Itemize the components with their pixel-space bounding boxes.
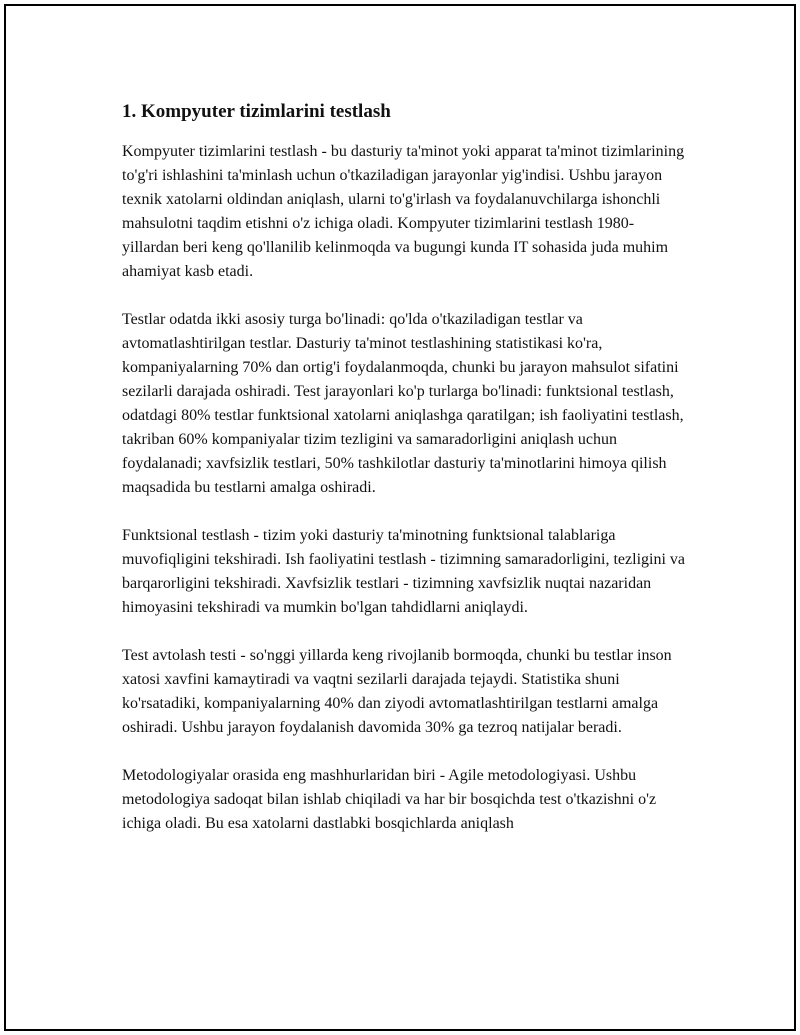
paragraph-test-types: Testlar odatda ikki asosiy turga bo'linadi: qo'lda o'tkaziladigan testlar va avtomatlashtirilgan testlar. Dasturiy ta'minot testlashining statistikasi ko'ra, kompaniyalarning 70% dan ortig'i foydalanmoqda, chunki bu jarayon mahsulot sifatini sezilarli darajada oshiradi. Test jarayonlari ko'p turlarga bo'linadi: funktsional testlash, odatdagi 80% testlar funktsional xatolarni aniqlashga qaratilgan; ish faoliyatini testlash, takriban 60% kompaniyalar tizim tezligini va samaradorligini aniqlash uchun foydalanadi; xavfsizlik testlari, 50% tashkilotlar dasturiy ta'minotlarini himoya qilish maqsadida bu testlarni amalga oshiradi. (122, 311, 684, 496)
document-page (4, 4, 796, 1031)
document-body (122, 98, 688, 860)
paragraph-intro: Kompyuter tizimlarini testlash - bu dasturiy ta'minot yoki apparat ta'minot tizimlarining to'g'ri ishlashini ta'minlash uchun o'tkaziladigan jarayonlar yig'indisi. Ushbu jarayon texnik xatolarni oldindan aniqlash, ularni to'g'irlash va foydalanuvchilarga ishonchli mahsulotni taqdim etishni o'z ichiga oladi. Kompyuter tizimlarini testlash 1980-yillardan beri keng qo'llanilib kelinmoqda va bugungi kunda IT sohasida juda muhim ahamiyat kasb etadi. (122, 143, 685, 280)
paragraph-automation: Test avtolash testi - so'nggi yillarda keng rivojlanib bormoqda, chunki bu testlar inson xatosi xavfini kamaytiradi va vaqtni sezilarli darajada tejaydi. Statistika shuni ko'rsatadiki, kompaniyalarning 40% dan ziyodi avtomatlashtirilgan testlarni amalga oshiradi. Ushbu jarayon foydalanish davomida 30% ga tezroq natijalar beradi. (122, 647, 672, 736)
paragraph-definitions: Funktsional testlash - tizim yoki dasturiy ta'minotning funktsional talablariga muvofiqligini tekshiradi. Ish faoliyatini testlash - tizimning samaradorligini, tezligini va barqarorligini tekshiradi. Xavfsizlik testlari - tizimning xavfsizlik nuqtai nazaridan himoyasini tekshiradi va mumkin bo'lgan tahdidlarni aniqlaydi. (122, 527, 685, 616)
section-heading: 1. Kompyuter tizimlarini testlash (122, 101, 391, 122)
paragraph-methodologies: Metodologiyalar orasida eng mashhurlaridan biri - Agile metodologiyasi. Ushbu metodologiya sadoqat bilan ishlab chiqiladi va har bir bosqichda test o'tkazishni o'z ichiga oladi. Bu esa xatolarni dastlabki bosqichlarda aniqlash (122, 767, 657, 832)
